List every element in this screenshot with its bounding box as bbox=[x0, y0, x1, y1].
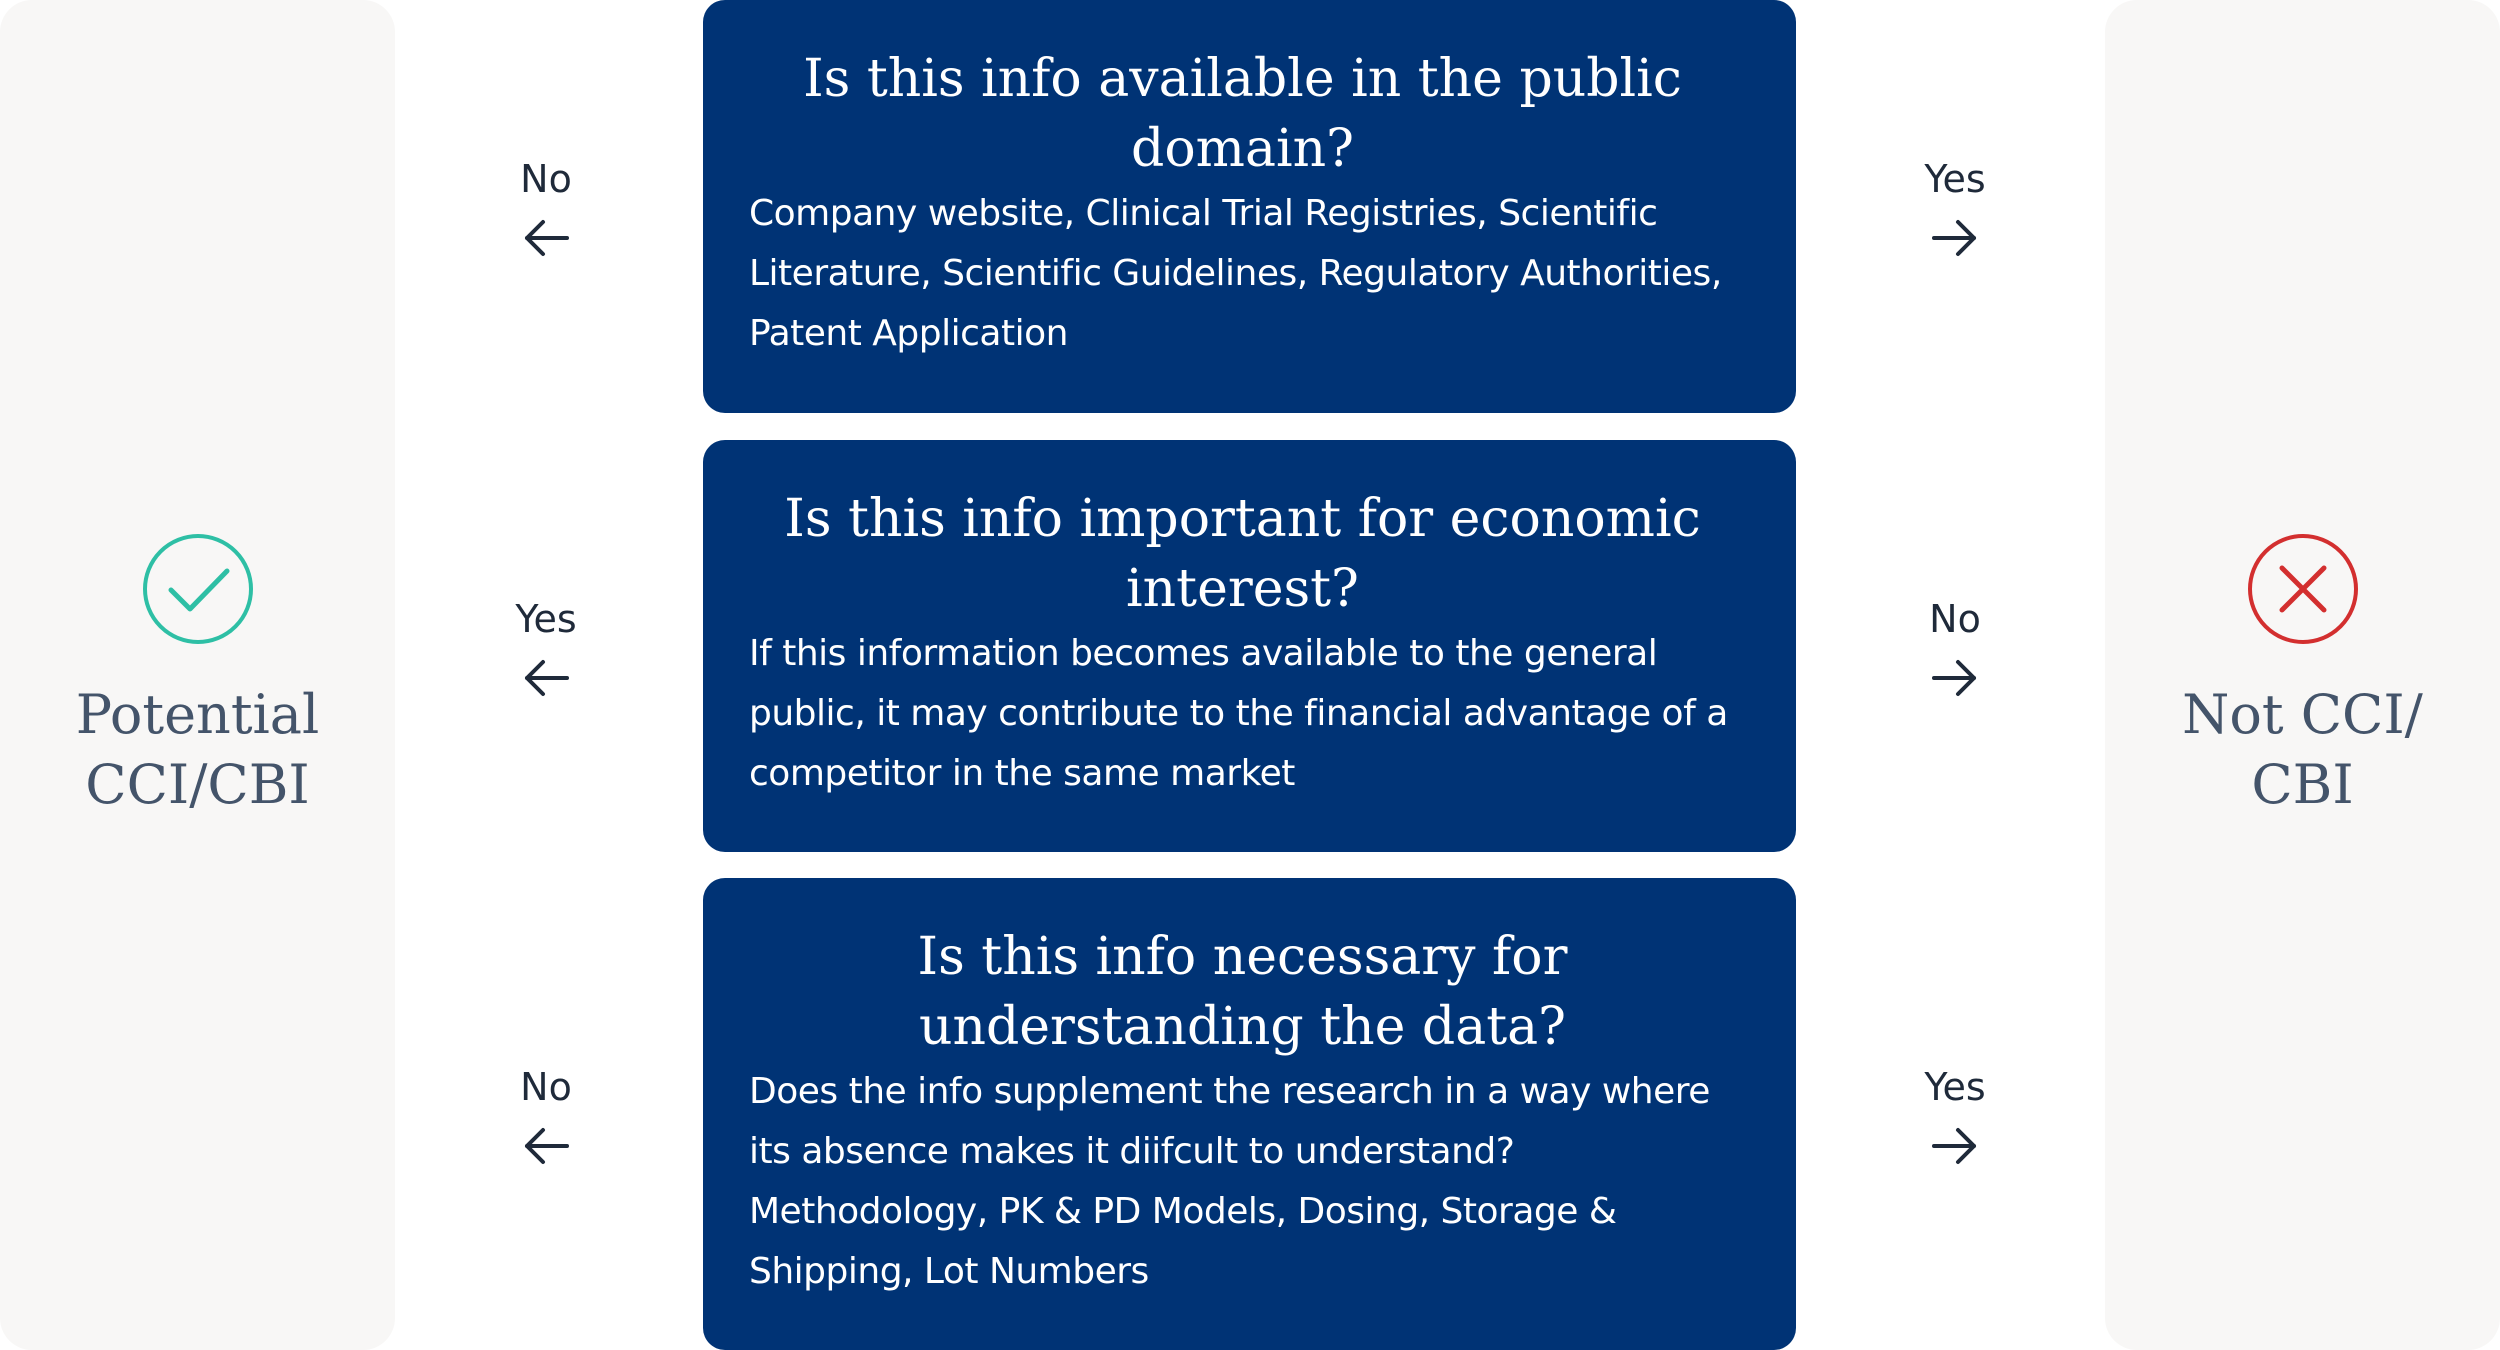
question-title-line: Is this info important for economic bbox=[784, 489, 1701, 549]
question-box-necessary-data bbox=[703, 878, 1796, 1350]
check-circle-icon bbox=[85, 531, 310, 646]
arrow-right-icon bbox=[1930, 658, 1980, 698]
branch-label: Yes bbox=[1924, 157, 1986, 201]
question-title bbox=[749, 922, 1736, 1062]
outcome-label-line: Potential bbox=[75, 683, 320, 746]
question-title-line: understanding the data? bbox=[919, 997, 1566, 1057]
outcome-label-line: CBI bbox=[2251, 753, 2354, 816]
branch-left-q2 bbox=[466, 594, 626, 698]
question-title bbox=[749, 484, 1736, 624]
question-title-line: Is this info necessary for bbox=[917, 927, 1568, 987]
x-circle-icon bbox=[2190, 531, 2415, 646]
question-title-line: domain? bbox=[1131, 119, 1354, 179]
arrow-right-icon bbox=[1930, 218, 1980, 258]
outcome-label-potential bbox=[0, 680, 395, 820]
branch-left-q1 bbox=[466, 154, 626, 258]
branch-right-q2 bbox=[1875, 594, 2035, 698]
outcome-panel-potential bbox=[0, 0, 395, 1350]
branch-label: No bbox=[1929, 597, 1981, 641]
branch-label: Yes bbox=[515, 597, 577, 641]
arrow-left-icon bbox=[521, 1126, 571, 1166]
branch-left-q3 bbox=[466, 1062, 626, 1166]
arrow-right-icon bbox=[1930, 1126, 1980, 1166]
question-description: Does the info supplement the research in a way where its absence makes it diifcult to understand? Methodology, PK & PD Models, Dosing, Storage & Shipping, Lot Numbers bbox=[749, 1071, 1710, 1292]
branch-label: Yes bbox=[1924, 1065, 1986, 1109]
question-description: If this information becomes available to the general public, it may contribute to the financial advantage of a competitor in the same market bbox=[749, 633, 1728, 794]
question-title-line: interest? bbox=[1126, 559, 1359, 619]
outcome-label-line: Not CCI/ bbox=[2182, 683, 2423, 746]
question-description: Company website, Clinical Trial Registries, Scientific Literature, Scientific Guidelines, Regulatory Authorities, Patent Application bbox=[749, 193, 1722, 354]
outcome-panel-not bbox=[2105, 0, 2500, 1350]
question-title-line: Is this info available in the public bbox=[803, 49, 1682, 109]
question-box-public-domain bbox=[703, 0, 1796, 413]
outcome-label-not bbox=[2105, 680, 2500, 820]
branch-label: No bbox=[520, 1065, 572, 1109]
branch-right-q1 bbox=[1875, 154, 2035, 258]
branch-right-q3 bbox=[1875, 1062, 2035, 1166]
arrow-left-icon bbox=[521, 658, 571, 698]
question-box-economic-interest bbox=[703, 440, 1796, 852]
question-title bbox=[749, 44, 1736, 184]
outcome-label-line: CCI/CBI bbox=[85, 753, 310, 816]
branch-label: No bbox=[520, 157, 572, 201]
arrow-left-icon bbox=[521, 218, 571, 258]
